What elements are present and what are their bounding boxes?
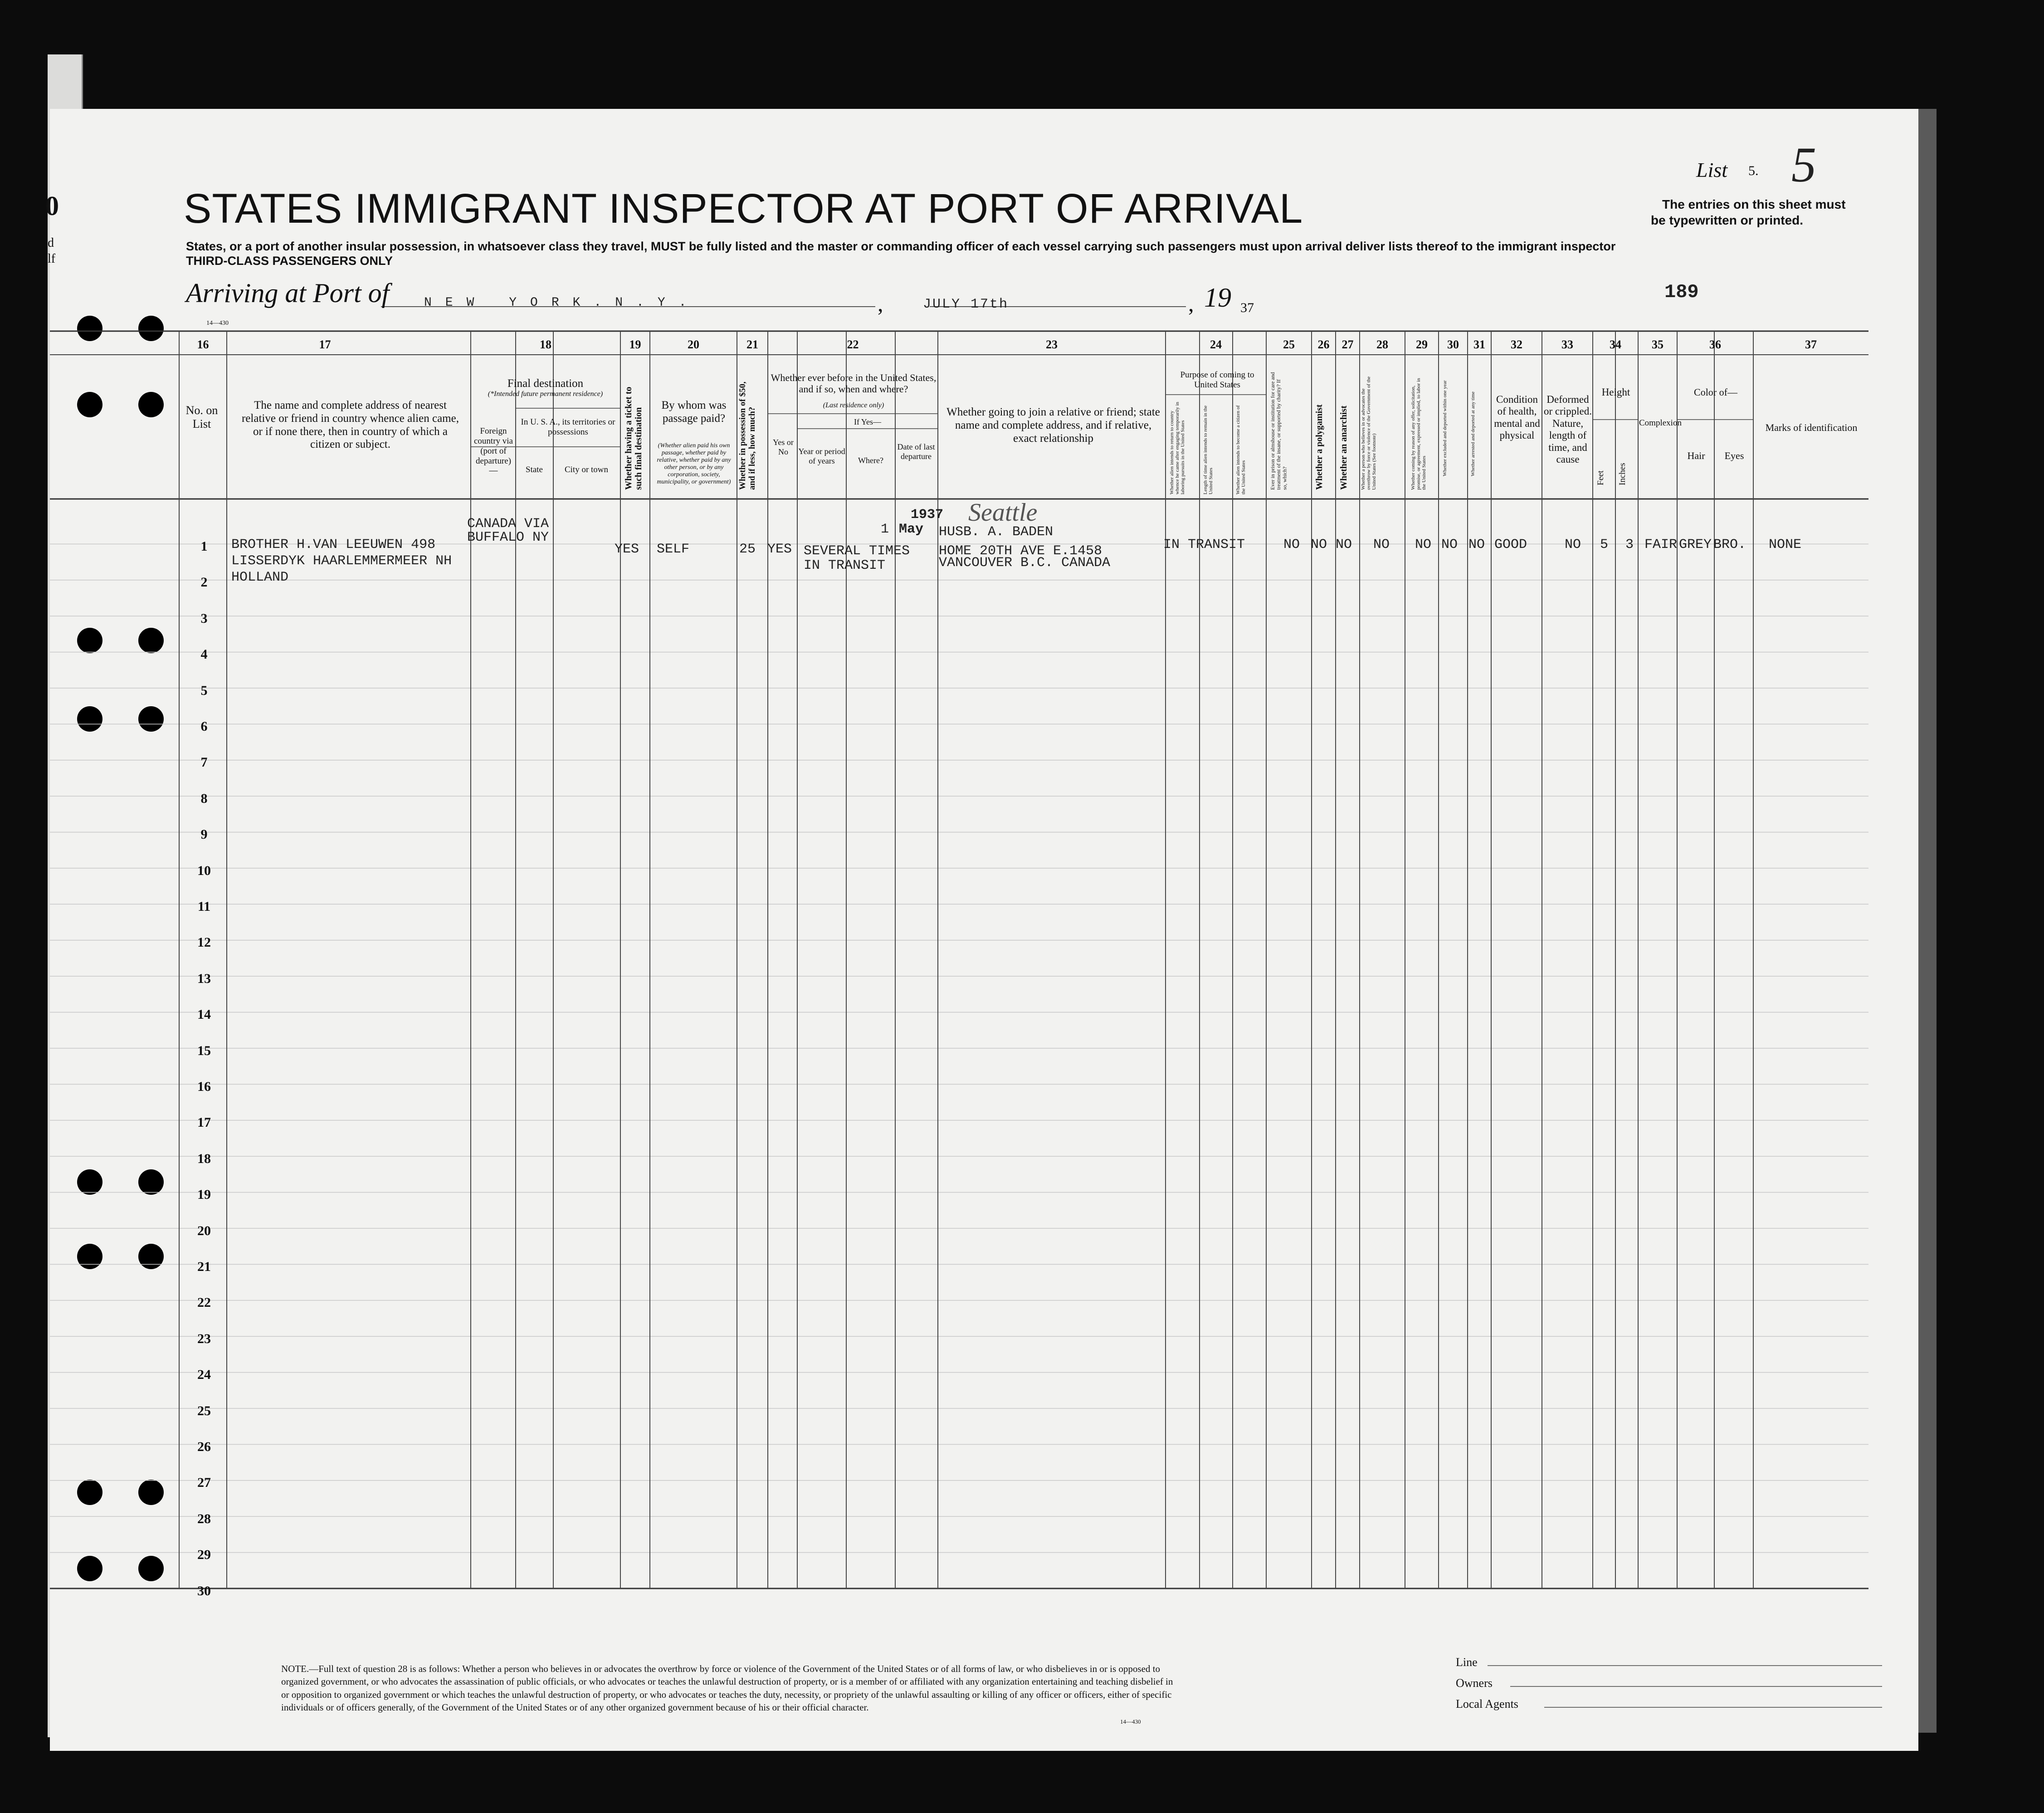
local-agents-label: Local Agents	[1456, 1697, 1518, 1710]
row-number: 7	[200, 755, 208, 770]
row-number: 4	[200, 647, 208, 662]
entry-relative-line2: LISSERDYK HAARLEMMERMEER NH	[231, 553, 452, 569]
row-number: 11	[197, 899, 211, 914]
header-year-period: Year or period of years	[798, 447, 845, 465]
header-marks: Marks of identification	[1765, 422, 1858, 433]
entry-c29: NO	[1415, 537, 1432, 552]
column-number: 26	[1317, 338, 1330, 351]
header-q28: Whether a person who believes in or advocates the overthrow by force or violence of the Government of the United States (See footnote)	[1361, 376, 1377, 490]
column-number: 31	[1473, 338, 1485, 351]
header-join-relative: Whether going to join a relative or friend; state name and complete address, and if relative, exact relationship	[946, 406, 1160, 445]
footer-form-code: 14—430	[1120, 1718, 1141, 1725]
comma: ,	[1188, 291, 1194, 316]
column-number: 22	[847, 338, 859, 351]
header-deformed: Deformed or crippled. Nature, length of time, and cause	[1543, 394, 1592, 465]
list-label: List	[1696, 158, 1728, 181]
row-number: 26	[197, 1439, 211, 1454]
header-relative: The name and complete address of nearest relative or friend in country whence alien came, or if none there, then in country of which a citizen or subject.	[242, 399, 459, 451]
typewritten-note: The entries on this sheet must	[1662, 197, 1846, 211]
entry-last-dep-month: May	[899, 522, 924, 537]
column-number: 21	[746, 338, 758, 351]
header-purpose: Purpose of coming to United States	[1180, 370, 1254, 390]
header-ticket: Whether having a ticket to such final destination	[624, 386, 644, 490]
arriving-label: Arriving at Port of	[186, 278, 390, 308]
header-paid-by: By whom was passage paid?	[661, 399, 727, 425]
column-number: 20	[688, 338, 699, 351]
row-number: 1	[200, 539, 208, 554]
arrival-date: JULY 17th	[923, 297, 1009, 312]
row-number: 3	[200, 611, 208, 626]
header-inches: Inches	[1618, 463, 1627, 485]
header-money: Whether in possession of $50, and if less, how much?	[738, 381, 757, 490]
row-number: 16	[197, 1079, 211, 1094]
sheet-number: 189	[1664, 281, 1699, 303]
year-suffix: 37	[1240, 300, 1254, 315]
row-number: 23	[197, 1331, 211, 1346]
column-number: 24	[1210, 338, 1222, 351]
header-complexion: Complexion	[1639, 418, 1682, 428]
third-class-label: THIRD-CLASS PASSENGERS ONLY	[186, 254, 393, 268]
row-number: 12	[197, 935, 211, 950]
port-value: NEW YORK.N.Y.	[424, 296, 700, 310]
column-number: 27	[1342, 338, 1354, 351]
entry-c28: NO	[1373, 537, 1390, 552]
row-number: 24	[197, 1367, 211, 1383]
entry-relative-line3: HOLLAND	[231, 570, 289, 585]
handwritten-note: Seattle	[968, 498, 1038, 527]
line-label: Line	[1456, 1656, 1478, 1669]
column-number: 28	[1376, 338, 1388, 351]
list-number-small: 5.	[1748, 163, 1759, 178]
column-number: 30	[1447, 338, 1459, 351]
header-purpose-b: Length of time alien intends to remain in the United States	[1203, 405, 1214, 494]
header-height: Height	[1601, 386, 1630, 398]
row-number: 6	[200, 719, 208, 734]
header-before-us: Whether ever before in the United States, and if so, when and where?	[771, 372, 937, 395]
margin-mark: lf	[48, 252, 56, 266]
header-foreign-country: Foreign country via (port of departure)—	[473, 426, 513, 476]
instruction-text: States, or a port of another insular possession, in whatsoever class they travel, MUST be fully listed and the master or commanding officer of each vessel carrying such passengers must upon arrival deliver lists thereof to the immigrant inspector	[186, 239, 1616, 253]
row-number: 10	[197, 863, 211, 878]
typewritten-note: be typewritten or printed.	[1651, 213, 1804, 227]
entry-c26: NO	[1311, 537, 1327, 552]
entry-c27: NO	[1336, 537, 1352, 552]
entry-purpose: IN TRANSIT	[1163, 537, 1245, 552]
column-number: 35	[1652, 338, 1663, 351]
entry-c30: NO	[1441, 537, 1458, 552]
entry-inches: 3	[1625, 537, 1634, 552]
entry-c25: NO	[1283, 537, 1300, 552]
page-title: STATES IMMIGRANT INSPECTOR AT PORT OF ARRIVAL	[184, 186, 1303, 232]
header-polygamist: Whether a polygamist	[1314, 404, 1324, 490]
header-color: Color of—	[1694, 386, 1737, 398]
header-hair: Hair	[1687, 450, 1705, 461]
header-arrested: Whether arrested and deported at any time	[1470, 391, 1476, 476]
header-yes-no: Yes or No	[773, 438, 794, 456]
header-where: Where?	[858, 456, 883, 465]
entry-destination-line1: CANADA VIA	[467, 516, 549, 532]
row-number: 30	[197, 1583, 211, 1598]
header-if-yes: If Yes—	[854, 417, 881, 426]
entry-destination-line2: BUFFALO NY	[467, 530, 549, 545]
row-number: 17	[197, 1115, 211, 1130]
row-number: 9	[200, 827, 208, 842]
header-final-destination-sub: (*Intended future permanent residence)	[488, 390, 603, 398]
list-number: 5	[1791, 137, 1816, 192]
entry-join-line2: HOME 20TH AVE E.1458	[939, 543, 1102, 559]
header-before-us-sub: (Last residence only)	[823, 401, 884, 409]
row-number: 28	[197, 1511, 211, 1526]
column-number: 23	[1046, 338, 1058, 351]
row-number: 5	[200, 683, 208, 698]
entry-marks: NONE	[1769, 537, 1802, 552]
header-purpose-c: Whether alien intends to become a citizen of the United States	[1235, 405, 1247, 494]
header-excluded: Whether excluded and deported within one year	[1442, 380, 1448, 476]
header-paid-by-sub: (Whether alien paid his own passage, whether paid by relative, whether paid by any other person, or by any corporation, society, municipality, or government)	[657, 442, 731, 486]
margin-mark: 0	[45, 191, 59, 221]
margin-mark: d	[48, 236, 54, 250]
header-in-usa: In U. S. A., its territories or possessions	[521, 417, 615, 437]
column-number: 37	[1805, 338, 1817, 351]
row-number: 13	[197, 971, 211, 986]
header-purpose-a: Whether alien intends to return to country whence he came after engaging temporarily in laboring pursuits in the United States	[1169, 401, 1186, 494]
entry-deformed: NO	[1565, 537, 1581, 552]
owners-label: Owners	[1456, 1676, 1493, 1690]
entry-paid-by: SELF	[657, 542, 690, 557]
row-number: 18	[197, 1151, 211, 1166]
header-anarchist: Whether an anarchist	[1339, 406, 1349, 490]
row-number: 19	[197, 1187, 211, 1202]
entry-join-line3: VANCOUVER B.C. CANADA	[939, 555, 1111, 571]
header-health: Condition of health, mental and physical	[1494, 394, 1540, 441]
column-number: 19	[629, 338, 641, 351]
column-number: 32	[1511, 338, 1522, 351]
column-number: 36	[1709, 338, 1721, 351]
row-number: 25	[197, 1403, 211, 1418]
entry-join-line1: HUSB. A. BADEN	[939, 524, 1054, 540]
row-number: 29	[197, 1547, 211, 1563]
row-number: 21	[197, 1259, 211, 1274]
entry-last-dep-year: 1937	[911, 507, 944, 523]
header-feet: Feet	[1596, 470, 1605, 485]
row-number: 22	[197, 1295, 211, 1310]
comma: ,	[878, 291, 883, 316]
column-number: 29	[1416, 338, 1428, 351]
header-no-on-list: No. on List	[185, 404, 218, 430]
entry-relative-line1: BROTHER H.VAN LEEUWEN 498	[231, 537, 436, 552]
column-number: 33	[1561, 338, 1573, 351]
entry-before-transit: IN TRANSIT	[804, 558, 886, 573]
row-number: 15	[197, 1043, 211, 1058]
row-number: 14	[197, 1007, 211, 1022]
entry-c31: NO	[1468, 537, 1485, 552]
header-labor-offer: Whether coming by reason of any offer, solicitation, promise, or agreement, expressed or implied, to labor in the United States	[1410, 378, 1427, 490]
entry-before-yes: YES	[767, 542, 792, 557]
header-prison: Ever in prison or almshouse or institution for care and treatment of the insane, or supported by charity? If so, which?	[1269, 372, 1288, 490]
header-city: City or town	[564, 465, 609, 474]
entry-before-period: SEVERAL TIMES	[804, 543, 910, 559]
row-number: 2	[200, 575, 208, 590]
column-number: 16	[197, 338, 209, 351]
form-code: 14—430	[206, 320, 229, 327]
row-number: 20	[197, 1223, 211, 1238]
header-final-destination: Final destination	[507, 377, 584, 390]
entry-last-dep-day: 1	[881, 522, 889, 537]
row-number: 27	[197, 1475, 211, 1490]
entry-complexion: FAIR	[1644, 537, 1678, 552]
entry-eyes: BRO.	[1713, 537, 1746, 552]
entry-feet: 5	[1600, 537, 1609, 552]
entry-hair: GREY	[1679, 537, 1712, 552]
entry-ticket: YES	[615, 542, 639, 557]
column-number: 25	[1283, 338, 1295, 351]
column-number: 18	[540, 338, 551, 351]
column-number: 34	[1610, 338, 1621, 351]
column-number: 17	[319, 338, 331, 351]
entry-money: 25	[739, 542, 756, 557]
header-last-departure: Date of last departure	[897, 442, 935, 461]
header-eyes: Eyes	[1724, 450, 1744, 461]
header-state: State	[526, 465, 543, 474]
entry-health: GOOD	[1494, 537, 1527, 552]
footnote-q28: NOTE.—Full text of question 28 is as follows: Whether a person who believes in or advocates the overthrow by force or violence of the Government of the United States or of all forms of law, or who disbelieves in or is opposed to organized government, or who advocates the assassination of public officials, or who advocates or teaches the unlawful destruction of property, or is a member of or affiliated with any organization entertaining and teaching disbelief in or opposition to organized government or which teaches the unlawful destruction of property, or who advocates or teaches the duty, necessity, or propriety of the unlawful assaulting or killing of any officer or officers, either of specific individuals or of officers generally, of the Government of the United States or of any other organized government because of his or their official character.	[281, 1663, 1173, 1713]
row-number: 8	[200, 791, 208, 806]
year-prefix: 19	[1204, 283, 1231, 313]
